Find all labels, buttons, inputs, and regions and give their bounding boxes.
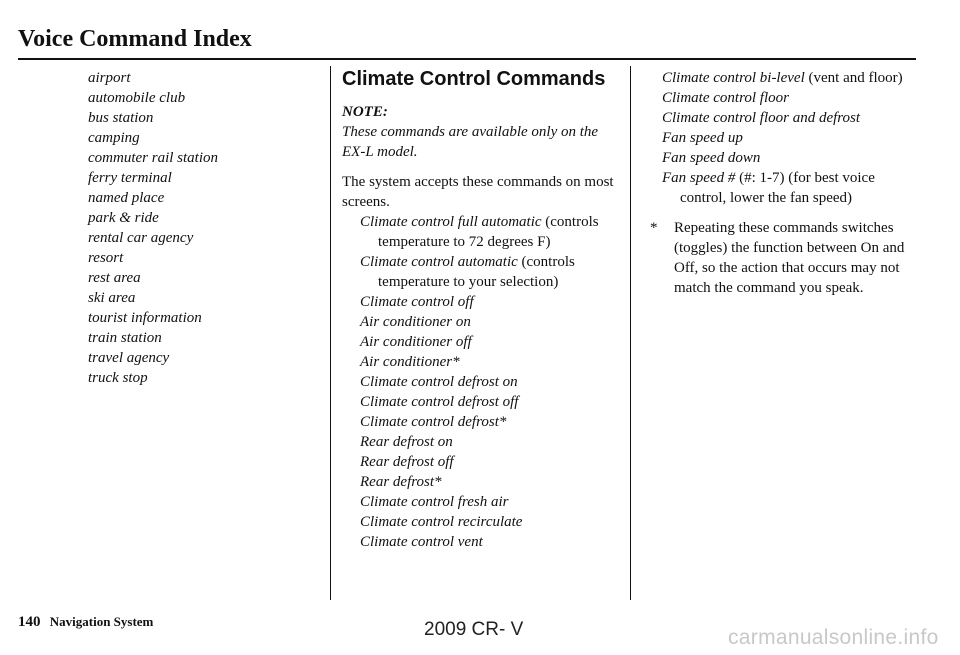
command-detail: (vent and floor)	[808, 70, 903, 86]
command-name: Climate control full automatic	[360, 214, 542, 230]
command-name: Climate control recirculate	[360, 514, 523, 530]
command-detail: (controls temperature to your selection)	[378, 254, 575, 290]
footer-section: Navigation System	[49, 614, 154, 629]
list-item: ferry terminal	[88, 170, 172, 186]
command-name: Climate control defrost off	[360, 394, 519, 410]
command-item	[360, 452, 618, 472]
command-item	[360, 372, 618, 392]
command-name: Rear defrost*	[360, 474, 442, 490]
note-label: NOTE:	[342, 104, 388, 120]
list-item: bus station	[88, 110, 154, 126]
command-name: Air conditioner*	[360, 354, 460, 370]
command-item	[360, 472, 618, 492]
footnote	[638, 218, 924, 298]
command-item	[360, 432, 618, 452]
list-item: automobile club	[88, 90, 186, 106]
command-name: Rear defrost on	[360, 434, 453, 450]
page-footer	[18, 614, 153, 631]
list-item: train station	[88, 330, 162, 346]
command-name: Fan speed #	[662, 170, 736, 186]
page-number: 140	[18, 614, 41, 630]
command-list	[360, 212, 618, 552]
column-divider-right	[630, 66, 631, 600]
command-item	[662, 148, 924, 168]
command-item	[360, 212, 618, 252]
command-item	[360, 252, 618, 292]
command-name: Climate control floor and defrost	[662, 110, 861, 126]
command-item	[360, 532, 618, 552]
title-rule	[18, 58, 916, 60]
list-item: travel agency	[88, 350, 170, 366]
footnote-text: Repeating these commands switches (toggles) the function between On and Off, so the action that occurs may not match the command you speak.	[674, 220, 905, 296]
command-item	[360, 292, 618, 312]
page-title: Voice Command Index	[18, 26, 252, 52]
list-item: commuter rail station	[88, 150, 218, 166]
command-detail: (controls temperature to 72 degrees F)	[378, 214, 599, 250]
command-item	[360, 392, 618, 412]
command-item	[360, 492, 618, 512]
command-item	[662, 88, 924, 108]
list-item: named place	[88, 190, 165, 206]
list-item: camping	[88, 130, 140, 146]
command-item	[662, 68, 924, 88]
list-item: truck stop	[88, 370, 148, 386]
command-item	[360, 332, 618, 352]
command-name: Climate control bi-level	[662, 70, 805, 86]
command-name: Air conditioner off	[360, 334, 472, 350]
note-text: These commands are available only on the EX-L model.	[342, 124, 599, 160]
command-name: Climate control defrost on	[360, 374, 518, 390]
command-item	[360, 352, 618, 372]
place-category-list	[88, 68, 318, 388]
command-item	[360, 412, 618, 432]
site-watermark: carmanualsonline.info	[728, 626, 939, 649]
command-name: Climate control vent	[360, 534, 483, 550]
climate-commands-continued	[650, 68, 924, 298]
command-name: Climate control defrost*	[360, 414, 507, 430]
model-watermark: 2009 CR- V	[424, 619, 524, 640]
command-item	[662, 108, 924, 128]
list-item: park & ride	[88, 210, 159, 226]
command-name: Fan speed up	[662, 130, 743, 146]
list-item: airport	[88, 70, 131, 86]
footnote-marker: *	[650, 220, 658, 236]
climate-commands-section	[342, 66, 618, 552]
command-name: Climate control floor	[662, 90, 789, 106]
command-item	[360, 312, 618, 332]
list-item: rest area	[88, 270, 141, 286]
command-item	[662, 168, 924, 208]
list-item: rental car agency	[88, 230, 194, 246]
list-item: tourist information	[88, 310, 202, 326]
intro-text: The system accepts these commands on most screens.	[342, 174, 614, 210]
section-heading: Climate Control Commands	[342, 68, 606, 90]
list-item: ski area	[88, 290, 136, 306]
command-name: Air conditioner on	[360, 314, 471, 330]
command-name: Climate control automatic	[360, 254, 518, 270]
command-name: Climate control off	[360, 294, 474, 310]
command-name: Rear defrost off	[360, 454, 454, 470]
list-item: resort	[88, 250, 124, 266]
command-item	[360, 512, 618, 532]
command-name: Fan speed down	[662, 150, 761, 166]
command-item	[662, 128, 924, 148]
command-detail: (#: 1-7) (for best voice control, lower the fan speed)	[680, 170, 875, 206]
command-name: Climate control fresh air	[360, 494, 509, 510]
column-divider-left	[330, 66, 331, 600]
